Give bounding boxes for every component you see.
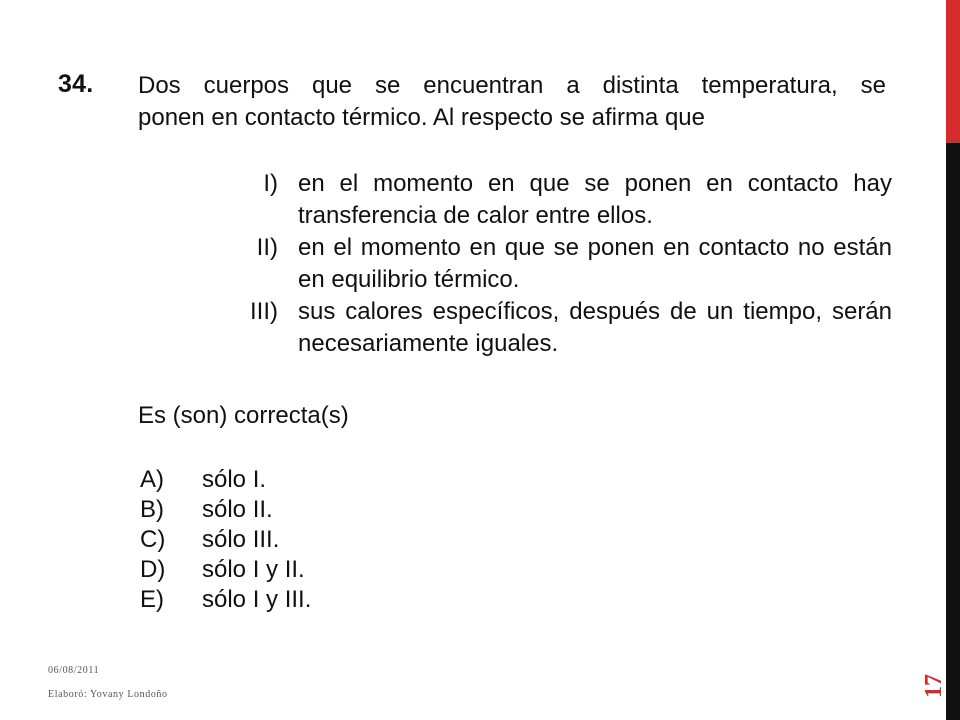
option-text: sólo I y III. bbox=[202, 586, 312, 613]
statement-text: en el momento en que se ponen en contacto hay transferencia de calor entre ellos. bbox=[298, 170, 892, 229]
option-e bbox=[140, 585, 400, 615]
option-text: sólo I y II. bbox=[202, 556, 305, 583]
page-number: 17 bbox=[920, 674, 947, 698]
footer-author: Elaboró: Yovany Londoño bbox=[48, 689, 168, 700]
option-text: sólo III. bbox=[202, 526, 280, 553]
accent-dark-bar bbox=[946, 143, 960, 720]
option-b bbox=[140, 495, 400, 525]
option-letter: E) bbox=[140, 586, 164, 613]
question-stem bbox=[138, 70, 886, 134]
statement-text: sus calores específicos, después de un tiempo, serán necesariamente iguales. bbox=[298, 298, 892, 357]
option-a bbox=[140, 465, 400, 495]
statement-label: II) bbox=[256, 234, 278, 261]
option-text: sólo II. bbox=[202, 496, 273, 523]
option-c bbox=[140, 525, 400, 555]
question-stem-line-1: Dos cuerpos que se encuentran a distinta temperatura, se bbox=[138, 72, 886, 99]
option-text: sólo I. bbox=[202, 466, 267, 493]
option-letter: A) bbox=[140, 466, 164, 493]
accent-red-bar bbox=[946, 0, 960, 143]
statement-item bbox=[220, 168, 892, 232]
question-number: 34. bbox=[58, 70, 94, 98]
option-d bbox=[140, 555, 400, 585]
answer-options bbox=[140, 465, 400, 615]
statement-label: I) bbox=[263, 170, 278, 197]
option-letter: B) bbox=[140, 496, 164, 523]
footer-date: 06/08/2011 bbox=[48, 665, 100, 676]
question-stem-line-2: ponen en contacto térmico. Al respecto se afirma que bbox=[138, 104, 705, 131]
statement-text: en el momento en que se ponen en contacto no están en equilibrio térmico. bbox=[298, 234, 892, 293]
statement-list bbox=[220, 168, 892, 360]
option-letter: D) bbox=[140, 556, 166, 583]
option-letter: C) bbox=[140, 526, 166, 553]
answer-prompt: Es (son) correcta(s) bbox=[138, 402, 349, 429]
statement-label: III) bbox=[250, 298, 278, 325]
statement-item bbox=[220, 232, 892, 296]
statement-item bbox=[220, 296, 892, 360]
